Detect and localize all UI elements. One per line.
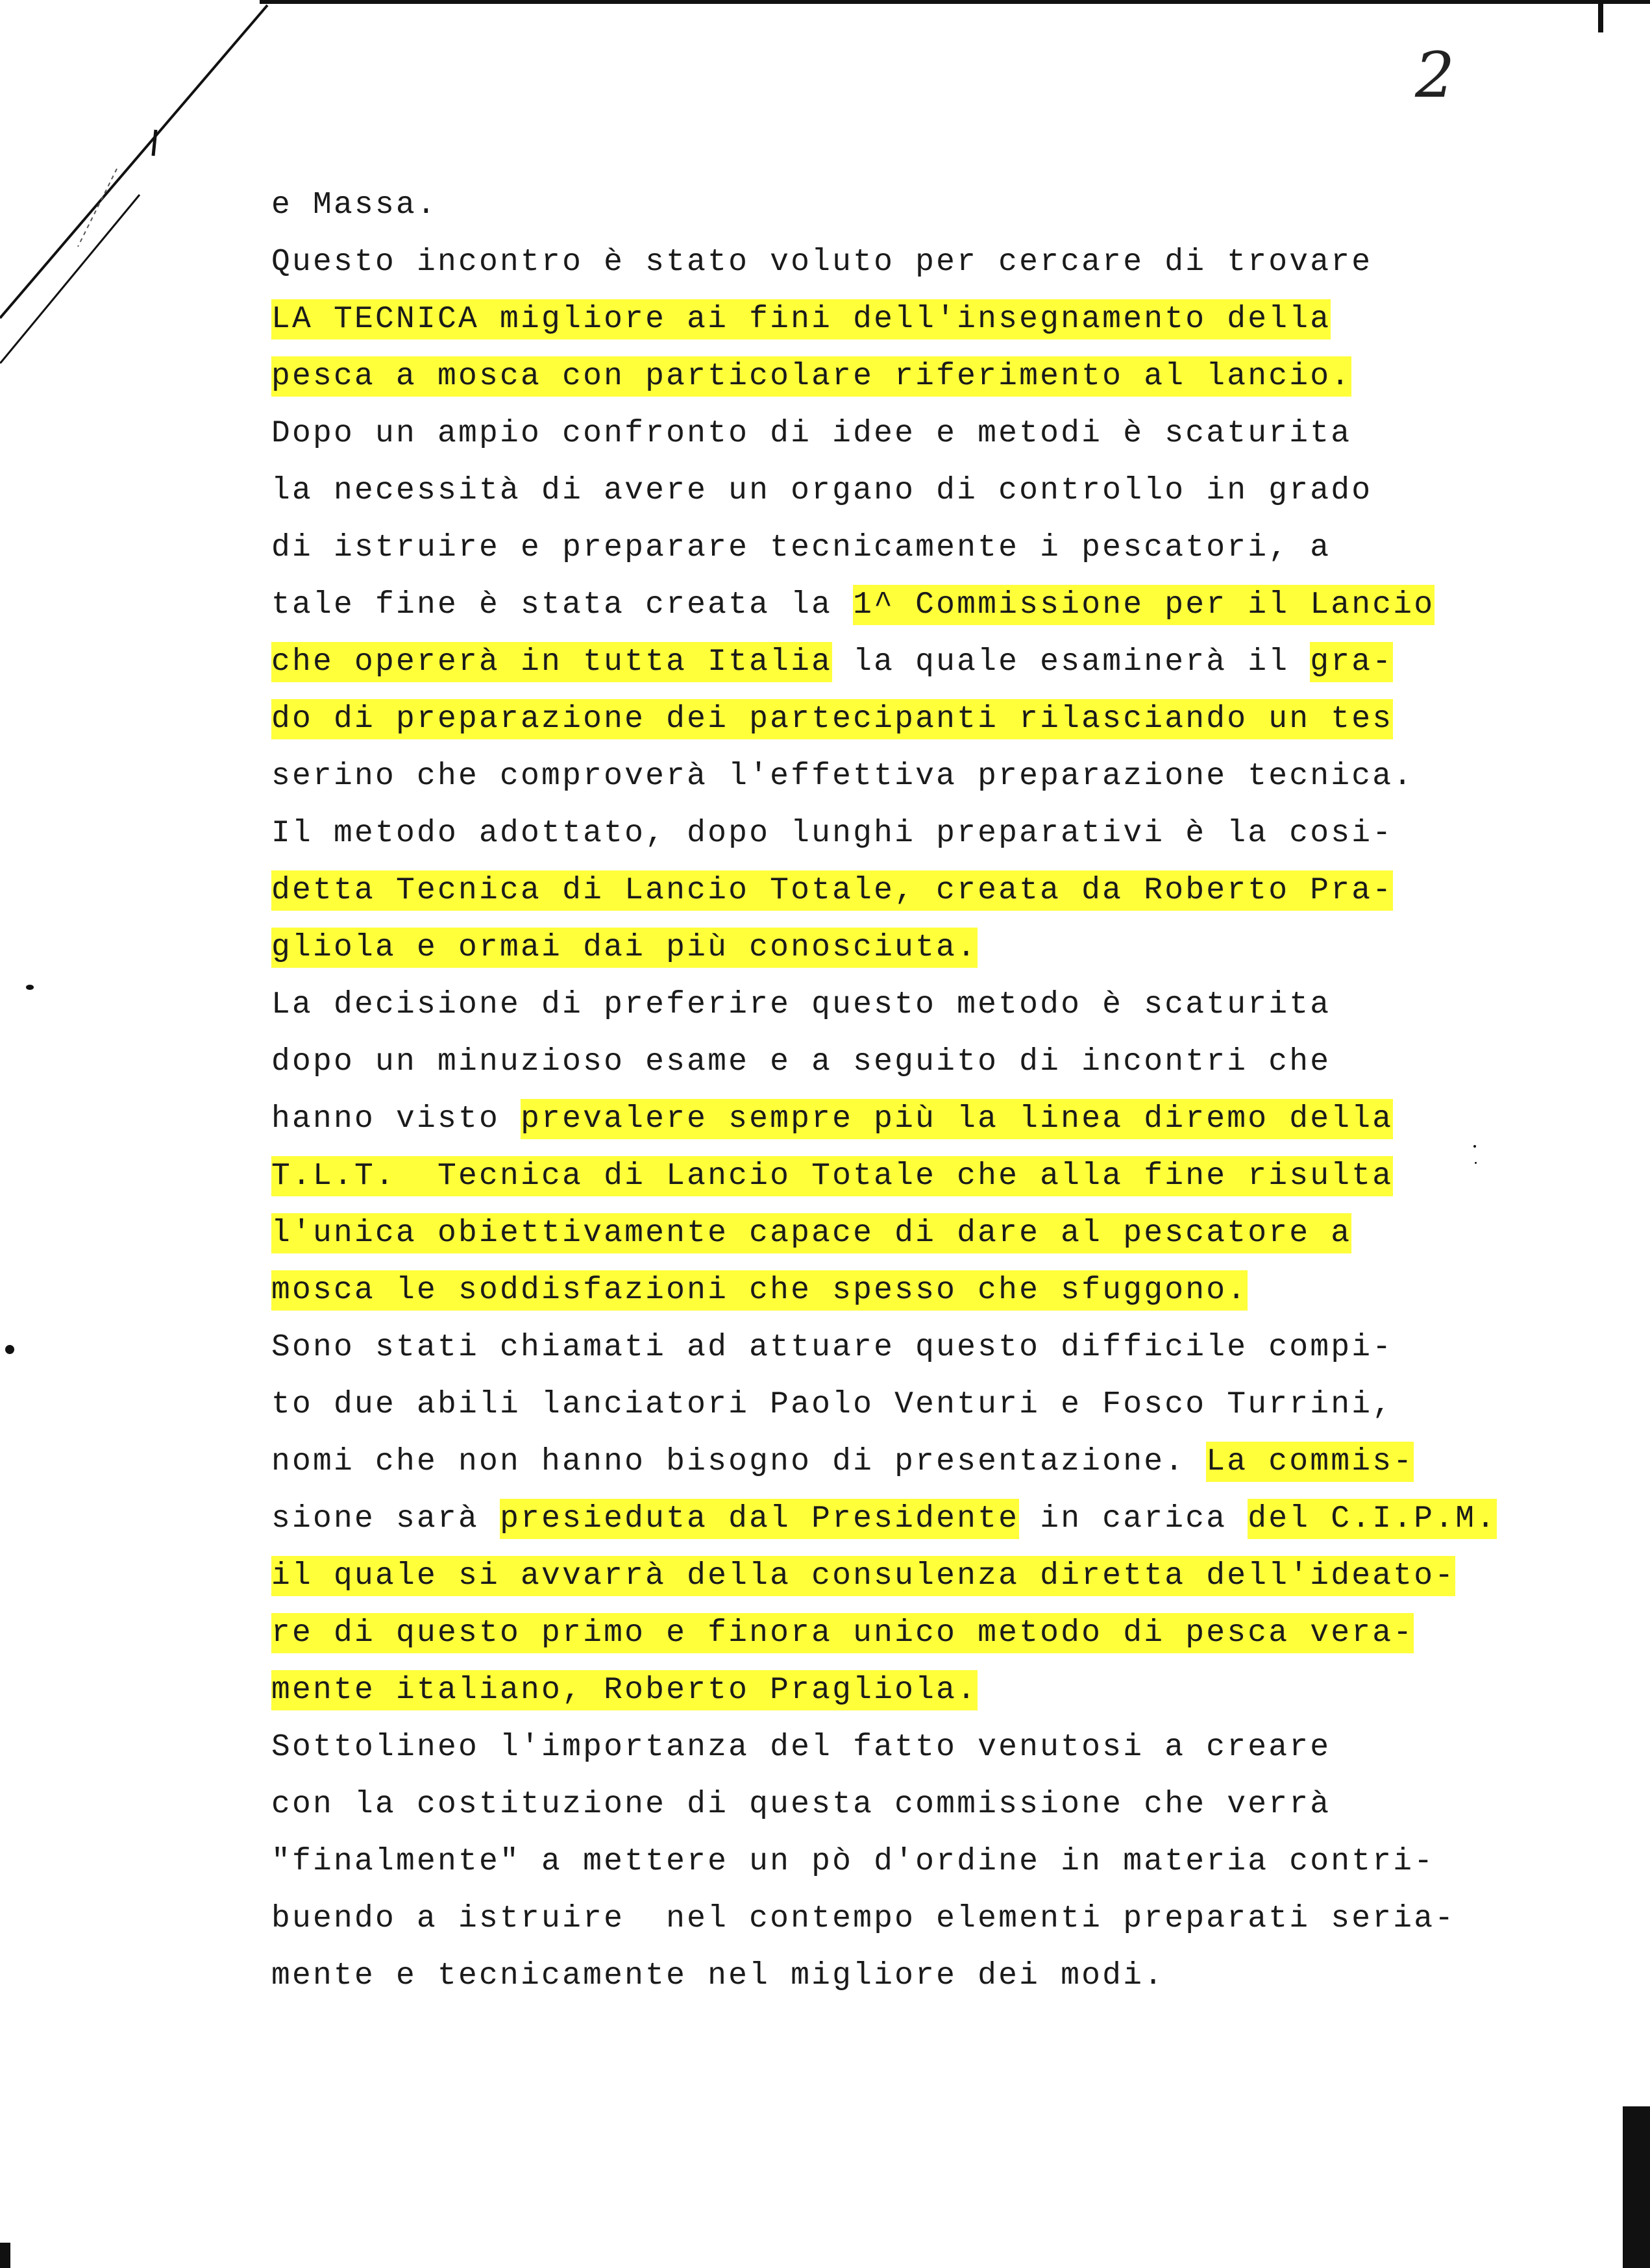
text-line <box>271 291 1537 348</box>
highlighted-text: mosca le soddisfazioni che spesso che sfuggono. <box>271 1270 1248 1311</box>
highlighted-text: LA TECNICA migliore ai fini dell'insegnamento della <box>271 299 1331 339</box>
scan-right-edge-top <box>1598 0 1603 32</box>
text-line <box>271 348 1537 405</box>
plain-text: Questo incontro è stato voluto per cercare di trovare <box>271 245 1373 280</box>
highlighted-text: pesca a mosca con particolare riferimento al lancio. <box>271 356 1351 397</box>
text-line <box>271 462 1537 519</box>
plain-text: nomi che non hanno bisogno di presentazione. <box>271 1444 1207 1479</box>
text-line <box>271 576 1537 634</box>
plain-text: di istruire e preparare tecnicamente i pescatori, a <box>271 530 1331 565</box>
typewritten-text <box>271 177 1537 2004</box>
plain-text: buendo a istruire nel contempo elementi preparati seria- <box>271 1901 1456 1936</box>
text-line <box>271 919 1537 976</box>
text-line <box>271 234 1537 291</box>
plain-text: Sottolineo l'importanza del fatto venutosi a creare <box>271 1730 1331 1765</box>
highlighted-text: 1^ Commissione per il Lancio <box>853 585 1435 625</box>
highlighted-text: che opererà in tutta Italia <box>271 642 832 682</box>
scan-bottom-left-mark <box>0 2243 10 2268</box>
highlighted-text: La commis- <box>1206 1442 1414 1482</box>
highlighted-text: re di questo primo e finora unico metodo di pesca vera- <box>271 1613 1414 1653</box>
text-line <box>271 1205 1537 1262</box>
plain-text: Dopo un ampio confronto di idee e metodi è scaturita <box>271 416 1352 451</box>
highlighted-text: gliola e ormai dai più conosciuta. <box>271 928 978 968</box>
highlighted-text: del C.I.P.M. <box>1248 1499 1497 1539</box>
text-line <box>271 1719 1537 1776</box>
highlighted-text: l'unica obiettivamente capace di dare al pescatore a <box>271 1213 1351 1253</box>
text-line <box>271 1833 1537 1890</box>
text-line <box>271 862 1537 919</box>
text-line <box>271 691 1537 748</box>
text-line <box>271 1605 1537 1662</box>
scan-corner-fold <box>0 0 273 364</box>
plain-text: sione sarà <box>271 1501 500 1536</box>
text-line <box>271 1091 1537 1148</box>
text-line <box>271 1662 1537 1719</box>
plain-text: la quale esaminerà il <box>832 645 1311 680</box>
plain-text: con la costituzione di questa commissione che verrà <box>271 1787 1331 1822</box>
text-line <box>271 634 1537 691</box>
plain-text: e Massa. <box>271 188 438 223</box>
plain-text: to due abili lanciatori Paolo Venturi e Fosco Turrini, <box>271 1387 1394 1422</box>
plain-text: mente e tecnicamente nel migliore dei modi. <box>271 1958 1165 1993</box>
text-line <box>271 976 1537 1033</box>
text-line <box>271 1890 1537 1947</box>
plain-text: La decisione di preferire questo metodo è scaturita <box>271 987 1331 1022</box>
text-line <box>271 805 1537 862</box>
plain-text: "finalmente" a mettere un pò d'ordine in materia contri- <box>271 1844 1435 1879</box>
plain-text: la necessità di avere un organo di controllo in grado <box>271 473 1373 508</box>
text-line <box>271 1033 1537 1091</box>
scan-top-edge <box>260 0 1650 4</box>
text-line <box>271 1776 1537 1833</box>
text-line <box>271 1262 1537 1319</box>
plain-text: in carica <box>1019 1501 1248 1536</box>
text-line <box>271 1376 1537 1433</box>
highlighted-text: T.L.T. Tecnica di Lancio Totale che alla fine risulta <box>271 1156 1393 1196</box>
highlighted-text: gra- <box>1310 642 1393 682</box>
scan-speck <box>26 985 34 990</box>
scan-speck <box>5 1345 14 1354</box>
page-number: 2 <box>1415 39 1455 112</box>
scan-right-edge-bottom <box>1623 2106 1650 2268</box>
highlighted-text: presieduta dal Presidente <box>500 1499 1019 1539</box>
plain-text: tale fine è stata creata la <box>271 587 854 622</box>
text-line <box>271 1947 1537 2004</box>
highlighted-text: prevalere sempre più la linea diremo della <box>521 1099 1393 1139</box>
plain-text: Sono stati chiamati ad attuare questo difficile compi- <box>271 1330 1394 1365</box>
plain-text: Il metodo adottato, dopo lunghi preparativi è la cosi- <box>271 816 1394 851</box>
plain-text: dopo un minuzioso esame e a seguito di incontri che <box>271 1044 1331 1079</box>
text-line <box>271 1319 1537 1376</box>
text-line <box>271 1433 1537 1490</box>
plain-text: serino che comproverà l'effettiva preparazione tecnica. <box>271 759 1414 794</box>
text-line <box>271 177 1537 234</box>
highlighted-text: detta Tecnica di Lancio Totale, creata da Roberto Pra- <box>271 870 1393 911</box>
highlighted-text: mente italiano, Roberto Pragliola. <box>271 1670 978 1710</box>
text-line <box>271 519 1537 576</box>
plain-text: hanno visto <box>271 1102 521 1137</box>
highlighted-text: il quale si avvarrà della consulenza diretta dell'ideato- <box>271 1556 1455 1596</box>
highlighted-text: do di preparazione dei partecipanti rilasciando un tes <box>271 699 1393 739</box>
text-line <box>271 405 1537 462</box>
text-line <box>271 748 1537 805</box>
text-line <box>271 1148 1537 1205</box>
text-line <box>271 1547 1537 1605</box>
text-line <box>271 1490 1537 1547</box>
